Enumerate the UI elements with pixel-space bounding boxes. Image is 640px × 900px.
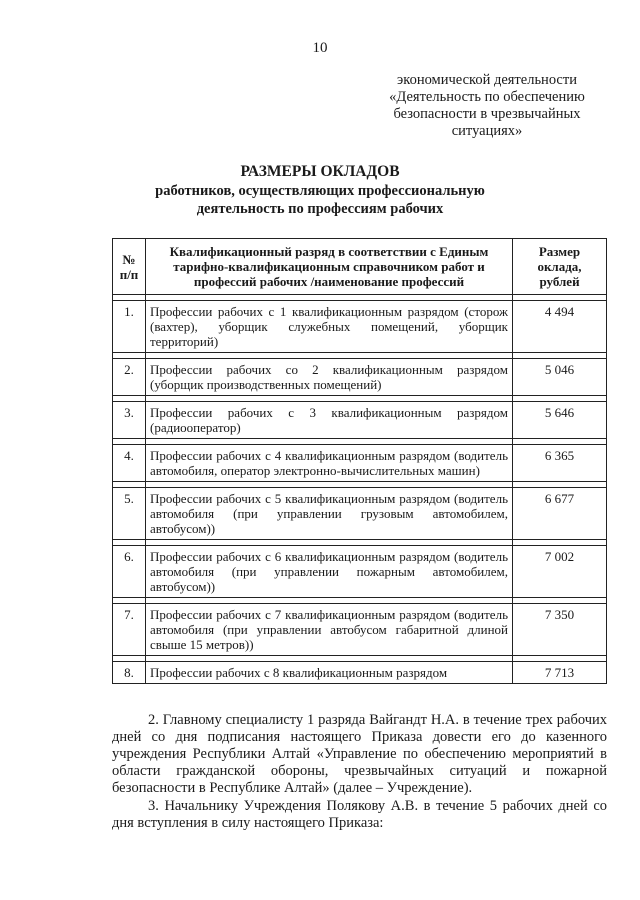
row-description: Профессии рабочих с 8 квалификационным разрядом: [146, 662, 513, 684]
table-row: [113, 604, 607, 656]
row-salary: 7 713: [513, 662, 607, 684]
appendix-header-line: безопасности в чрезвычайных: [393, 106, 581, 122]
row-number: 8.: [113, 662, 146, 684]
table-row: [113, 445, 607, 482]
header-salary: Размер оклада, рублей: [513, 239, 607, 295]
document-subtitle: работников, осуществляющих профессиональную деятельность по профессиям рабочих: [155, 183, 485, 217]
row-salary: 5 646: [513, 402, 607, 439]
header-qualification: Квалификационный разряд в соответствии с Единым тарифно-квалификационным справочником работ и профессий рабочих /наименование профессий: [146, 239, 513, 295]
page-number: 10: [312, 40, 328, 56]
table-row: [113, 402, 607, 439]
paragraph-2: 2. Главному специалисту 1 разряда Вайгандт Н.А. в течение трех рабочих дней со дня подписания настоящего Приказа довести его до казенного учреждения Республики Алтай «Управление по обеспечению мероприятий в области гражданской обороны, чрезвычайных ситуаций и пожарной безопасности в Республике Алтай» (далее – Учреждение).: [112, 712, 607, 796]
table-row: [113, 662, 607, 684]
appendix-header-line: ситуациях»: [451, 123, 523, 139]
row-description: Профессии рабочих со 2 квалификационным разрядом (уборщик производственных помещений): [146, 359, 513, 396]
row-number: 3.: [113, 402, 146, 439]
row-salary: 5 046: [513, 359, 607, 396]
row-salary: 4 494: [513, 301, 607, 353]
table-row: [113, 488, 607, 540]
table-row: [113, 359, 607, 396]
row-description: Профессии рабочих с 1 квалификационным разрядом (сторож (вахтер), уборщик служебных помещений, уборщик территорий): [146, 301, 513, 353]
row-number: 4.: [113, 445, 146, 482]
salary-table: [112, 238, 607, 684]
table-header-row: [113, 239, 607, 295]
row-number: 1.: [113, 301, 146, 353]
row-salary: 6 677: [513, 488, 607, 540]
paragraph-3: 3. Начальнику Учреждения Полякову А.В. в течение 5 рабочих дней со дня вступления в силу настоящего Приказа:: [112, 798, 607, 831]
row-description: Профессии рабочих с 3 квалификационным разрядом (радиооператор): [146, 402, 513, 439]
row-number: 5.: [113, 488, 146, 540]
table-row: [113, 301, 607, 353]
row-number: 2.: [113, 359, 146, 396]
document-title: РАЗМЕРЫ ОКЛАДОВ: [240, 163, 400, 180]
row-description: Профессии рабочих с 7 квалификационным разрядом (водитель автомобиля (при управлении автобусом габаритной длиной свыше 15 метров)): [146, 604, 513, 656]
row-description: Профессии рабочих с 6 квалификационным разрядом (водитель автомобиля (при управлении пожарным автомобилем, автобусом)): [146, 546, 513, 598]
row-salary: 7 002: [513, 546, 607, 598]
row-number: 6.: [113, 546, 146, 598]
appendix-header: [372, 72, 602, 140]
table-row: [113, 546, 607, 598]
row-description: Профессии рабочих с 5 квалификационным разрядом (водитель автомобиля (при управлении грузовым автомобилем, автобусом)): [146, 488, 513, 540]
row-salary: 7 350: [513, 604, 607, 656]
row-description: Профессии рабочих с 4 квалификационным разрядом (водитель автомобиля, оператор электронно-вычислительных машин): [146, 445, 513, 482]
appendix-header-line: «Деятельность по обеспечению: [389, 89, 585, 105]
row-salary: 6 365: [513, 445, 607, 482]
header-number: № п/п: [113, 239, 146, 295]
row-number: 7.: [113, 604, 146, 656]
appendix-header-line: экономической деятельности: [397, 72, 577, 88]
